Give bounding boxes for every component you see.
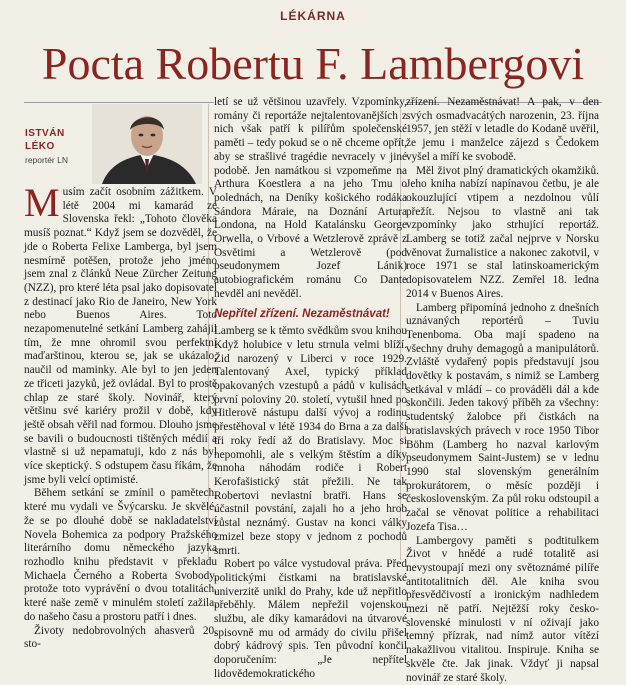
paragraph: letí se už většinou uzavřely. Vzpomínky, romány či reportáže nejtalentovanějších z nich však patří k pilířům společenské paměti – tedy pokud se o ně chceme opřít, aby se strašlivé tragédie nevracely v jiné podobě. Jen namátkou si vzpomeňme na Arthura Koestlera a na jeho Tmu o polednách, na Deníky košického rodáka Sándora Máraie, na Doznání Artura Londona, na Hold Katalánsku George Orwella, o Vrbové a Wetzlerově zprávě z Osvětimi a Wetzlerově (pod pseudonymem Jozef Lánik) autobiografickém románu Co Dante nevděl ani nevěděl. <box>214 96 407 302</box>
paragraph: Životy nedobrovolných ahasverů 20. sto- <box>24 625 217 652</box>
section-label: LÉKÁRNA <box>0 9 626 23</box>
author-photo <box>92 104 202 184</box>
article-column-1 <box>24 186 217 560</box>
paragraph: zřízení. Nezaměstnávat! A pak, v den svých osmadvacátých narozenin, 23. října 1957, jen stěží v letadle do Kodaně uvěřil, že jemu i manželce zájezd s Čedokem vyšel a míří ke svobodě. <box>406 96 599 165</box>
author-first-name: ISTVÁN <box>25 127 85 140</box>
author-byline <box>25 127 85 166</box>
paragraph: Měl život plný dramatických okamžiků. Jeho kniha nabízí napínavou četbu, je ale okouzlující vtipem a nezdolnou vůlí přežít. Nejsou to vlastně ani tak vzpomínky jako strhující reportáž. Lamberg se totiž začal nejprve v Norsku věnovat žurnalistice a nakonec zakotvil, v roce 1971 se stal latinskoamerickým dopisovatelem NZZ. Zemřel 18. ledna 2014 v Buenos Aires. <box>406 165 599 302</box>
paragraph: Lambergovy paměti s podtitulkem Život v hnědé a rudé totalitě asi nevystoupají mezi ony světoznámé pilíře antitotalitních děl. Ale kniha svou přesvědčivostí a ironickým nadhledem mezi ně patří. Nejtěžší roky česko-slovenské minulosti v ní oživají jako temný přízrak, nad nímž autor vítězí nakažlivou vitalitou. Inspiruje. Kniha se skvěle čte. Jak jinak. Vždyť ji napsal novinář ze staré školy. <box>406 535 599 685</box>
article-column-3 <box>406 96 599 558</box>
author-last-name: LÉKO <box>25 140 85 153</box>
subheading: Nepřítel zřízení. Nezaměstnávat! <box>214 308 407 322</box>
paragraph: Lamberg se k těmto svědkům svou knihou Když holubice v letu strnula velmi blíží. Žid narozený v Liberci v roce 1929. Talentovaný Axel, typický příklad opakovaných vzestupů a pádů v kulisách první poloviny 20. století, vytušil hned po Hitlerově nástupu další vývoj a rodinu přestěhoval v létě 1934 do Brna a za další tři roky ředí až do Bratislavy. Moc si nepomohli, ale s velkým štěstím a díky mnoha náhodám rodiče i Robert Kerofašistický stát přežili. Ne tak Robertovi nevlastní bratři. Hans se účastnil povstání, zajali ho a jeho hrob zůstal neznámý. Gustav na konci války zmizel beze stopy v jednom z pochodů smrti. <box>214 325 407 558</box>
drop-cap: M <box>24 186 60 218</box>
article-column-2 <box>214 96 407 558</box>
paragraph: Během setkání se zmínil o pamětech, které mu vydali ve Švýcarsku. Je skvělé, že se po dlouhé době se nakladatelství Novela Bohemica za podpory Pražského literárního domu německého jazyka rozhodlo knihu představit v překladu Michaela Černého a Roberta Svobody, protože toto vyprávění o dvou totalitách, které naše země v minulém století zažila, do našeho času a prostoru patří i dnes. <box>24 487 217 624</box>
divider-left <box>24 102 214 103</box>
article-title: Pocta Robertu F. Lambergovi <box>0 36 626 92</box>
paragraph-text: usím začít osobním zážitkem. V létě 2004 mi kamarád ze Slovenska řekl: „Tohoto člověka musíš poznat.“ Když jsem se dozvěděl, že jde o Roberta Felixe Lamberga, byl jsem nesmírně potěšen, protože jeho jméno jsem znal z článků Neue Zürcher Zeitung (NZZ), pro které léta psal jako dopisovatel z destinací jako Rio de Janeiro, New York nebo Buenos Aires. Toto nezapomenutelné setkání Lamberg zahájil tím, že mne ohromil svou perfektní maďarštinou, kterou se, jak se ukázalo, naučil od maminky. Ale byl to jen jeden ze třiceti jazyků, jež ovládal. Byl to prostě chlap ze staré školy. Novinář, který většinu své kariéry prožil v době, kdy ještě obsah věřil nad formou. Dlouho jsme se bavili o budoucnosti tištěných médií a vlastně si už nepamatuji, kdo z nás byl více skeptický. S odstupem času říkám, že jsme byli velcí optimisté. <box>24 186 217 486</box>
paragraph: Lamberg připomíná jednoho z dnešních uznávaných reportérů – Tuviu Tenenbomа. Oba mají spadeno na všechny druhy demagogů a manipulátorů. Zvláště vydařený popis představují jsou dovětky k postavám, s nimiž se Lamberg setkával v mládí – co prováděli dál a kde skončili. Jeden takový příběh za všechny: studentský žalobce při čistkách na bratislavských právech v roce 1950 Tibor Böhm (Lamberg ho nazval karlovým pseudonymem Saint-Justem) se v lednu 1990 stal slovenským generálním prokurátorem, o měsíc později i československým. Za půl roku odstoupil a začal se věnovat politice a rehabilitaci Jozefa Tisa… <box>406 302 599 535</box>
paragraph: Robert po válce vystudoval práva. Před politickými čistkami na bratislavské univerzitě unikl do Prahy, kde už nepřitlo přeběhly. Málem nepřežil vojenskou službu, ale díky kamarádovi na útvarové spisovně mu od armády do civilu přišel dobrý kádrový spis. Ten původní končil doporučením: „Je nepřítel lidovědemokratického <box>214 558 407 681</box>
author-role: reportér LN <box>25 154 85 166</box>
paragraph <box>24 186 217 487</box>
